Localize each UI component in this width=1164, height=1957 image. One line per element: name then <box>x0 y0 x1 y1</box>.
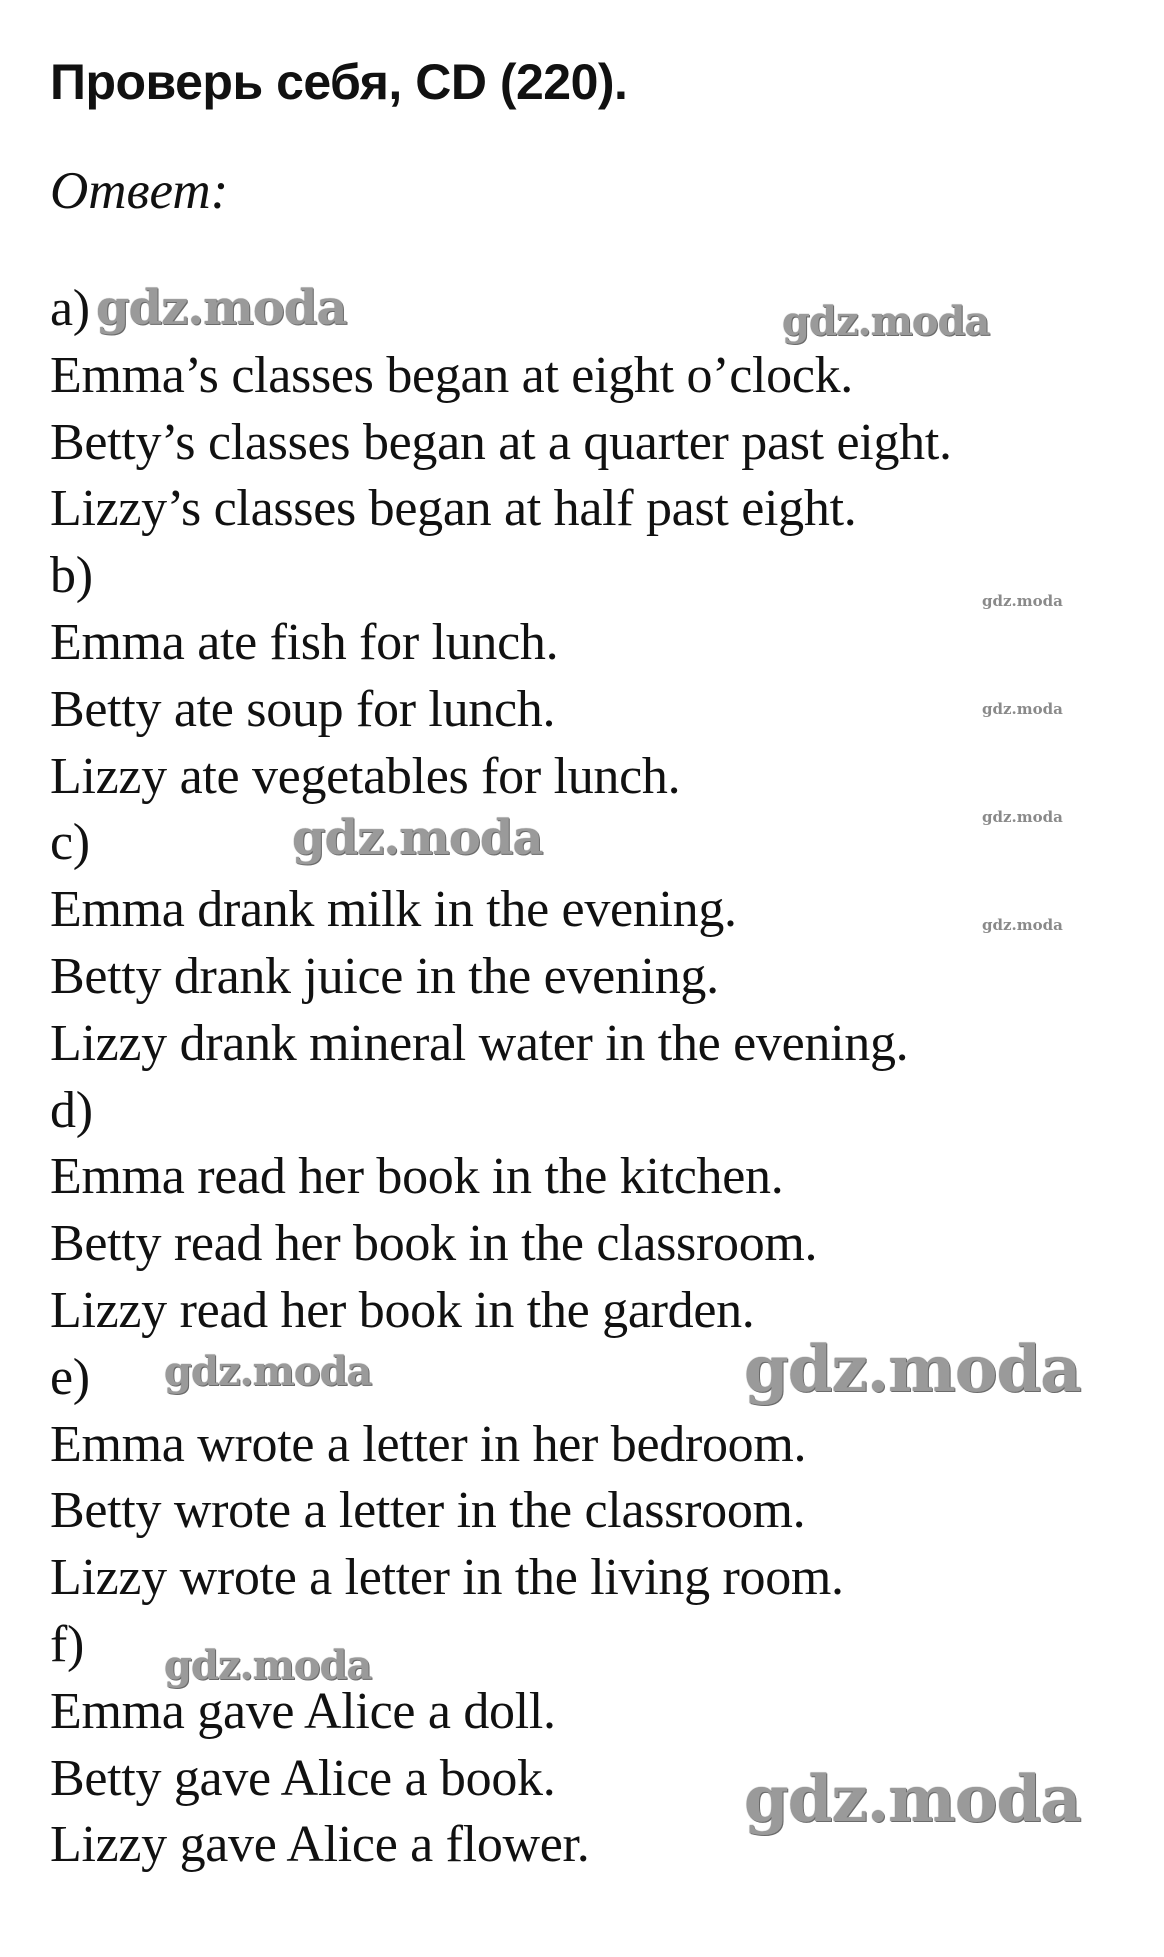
answer-line: Emma’s classes began at eight o’clock. <box>50 346 854 404</box>
answer-line: Emma ate fish for lunch. <box>50 613 559 671</box>
answer-line: Betty gave Alice a book. <box>50 1749 556 1807</box>
answer-line: Lizzy wrote a letter in the living room. <box>50 1549 844 1607</box>
section-label-e: e) <box>50 1348 90 1406</box>
watermark: gdz.moda <box>292 810 543 866</box>
answer-line: Emma read her book in the kitchen. <box>50 1148 784 1206</box>
watermark: gdz.moda <box>96 280 347 336</box>
watermark: gdz.moda <box>982 916 1063 934</box>
page-title: Проверь себя, CD (220). <box>50 54 628 110</box>
answer-line: Lizzy’s classes began at half past eight. <box>50 480 857 538</box>
answer-line: Betty drank juice in the evening. <box>50 947 719 1005</box>
watermark: gdz.moda <box>782 298 990 345</box>
watermark: gdz.moda <box>982 700 1063 718</box>
section-label-c: c) <box>50 814 90 872</box>
watermark: gdz.moda <box>744 1762 1081 1837</box>
answer-line: Betty’s classes began at a quarter past eight. <box>50 413 952 471</box>
answer-line: Emma gave Alice a doll. <box>50 1682 556 1740</box>
section-label-d: d) <box>50 1081 93 1139</box>
answer-line: Lizzy gave Alice a flower. <box>50 1816 590 1874</box>
answer-line: Lizzy ate vegetables for lunch. <box>50 747 681 805</box>
watermark: gdz.moda <box>982 808 1063 826</box>
answer-line: Betty wrote a letter in the classroom. <box>50 1482 806 1540</box>
answer-line: Betty ate soup for lunch. <box>50 680 556 738</box>
watermark: gdz.moda <box>164 1348 372 1395</box>
section-label-f: f) <box>50 1615 85 1673</box>
answer-line: Lizzy drank mineral water in the evening. <box>50 1014 909 1072</box>
section-label-a: a) <box>50 280 90 337</box>
watermark: gdz.moda <box>164 1642 372 1689</box>
answer-line: Lizzy read her book in the garden. <box>50 1281 755 1339</box>
watermark: gdz.moda <box>982 592 1063 610</box>
answer-line: Betty read her book in the classroom. <box>50 1215 818 1273</box>
watermark: gdz.moda <box>744 1332 1081 1407</box>
answer-line: Emma wrote a letter in her bedroom. <box>50 1415 807 1473</box>
answer-list <box>50 276 1110 1879</box>
answer-line: Emma drank milk in the evening. <box>50 881 737 939</box>
section-label-b: b) <box>50 547 93 605</box>
answer-label: Ответ: <box>50 162 229 220</box>
